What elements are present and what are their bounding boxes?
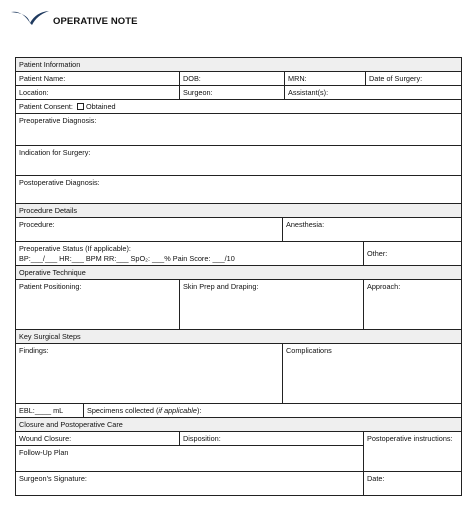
date-of-surgery-field[interactable]: Date of Surgery:	[366, 72, 461, 86]
section-procedure-details: Procedure Details	[16, 204, 461, 218]
procedure-field[interactable]: Procedure:	[16, 218, 283, 242]
disposition-field[interactable]: Disposition:	[180, 432, 364, 446]
operative-note-form	[15, 57, 462, 496]
indication-for-surgery-field[interactable]: Indication for Surgery:	[16, 146, 461, 176]
follow-up-plan-field[interactable]: Follow-Up Plan	[16, 446, 364, 472]
complications-field[interactable]: Complications	[283, 344, 461, 404]
section-operative-technique: Operative Technique	[16, 266, 461, 280]
mrn-field[interactable]: MRN:	[285, 72, 366, 86]
patient-positioning-field[interactable]: Patient Positioning:	[16, 280, 180, 330]
preoperative-status-field[interactable]: Preoperative Status (If applicable): BP:___/___ HR:___ BPM RR:___ SpO₂: ___% Pain Score: ___/10	[16, 242, 364, 266]
consent-option-label: Obtained	[85, 102, 116, 111]
approach-field[interactable]: Approach:	[364, 280, 461, 330]
date-field[interactable]: Date:	[367, 474, 385, 483]
section-patient-information: Patient Information	[16, 58, 461, 72]
swoosh-logo-icon	[10, 9, 50, 27]
other-field[interactable]: Other:	[364, 242, 461, 266]
postoperative-instructions-field[interactable]: Postoperative instructions:	[364, 432, 461, 472]
consent-checkbox[interactable]	[77, 103, 84, 110]
patient-name-field[interactable]: Patient Name:	[16, 72, 180, 86]
patient-consent-field: Patient Consent: Obtained	[16, 100, 461, 114]
section-key-surgical-steps: Key Surgical Steps	[16, 330, 461, 344]
document-header	[0, 0, 474, 48]
skin-prep-field[interactable]: Skin Prep and Draping:	[180, 280, 364, 330]
findings-field[interactable]: Findings:	[16, 344, 283, 404]
surgeon-signature-field[interactable]: Surgeon's Signature:	[16, 472, 364, 495]
dob-field[interactable]: DOB:	[180, 72, 285, 86]
surgeon-field[interactable]: Surgeon:	[180, 86, 285, 100]
preoperative-diagnosis-field[interactable]: Preoperative Diagnosis:	[16, 114, 461, 146]
document-title: OPERATIVE NOTE	[53, 16, 138, 27]
postoperative-diagnosis-field[interactable]: Postoperative Diagnosis:	[16, 176, 461, 204]
assistants-field[interactable]: Assistant(s):	[285, 86, 461, 100]
location-field[interactable]: Location:	[16, 86, 180, 100]
specimens-collected-field[interactable]: Specimens collected (if applicable):	[84, 404, 461, 418]
wound-closure-field[interactable]: Wound Closure:	[16, 432, 180, 446]
anesthesia-field[interactable]: Anesthesia:	[283, 218, 461, 242]
vitals-line: BP:___/___ HR:___ BPM RR:___ SpO₂: ___% Pain Score: ___/10	[19, 254, 235, 263]
ebl-field[interactable]: EBL:____ mL	[16, 404, 84, 418]
section-closure-postoperative-care: Closure and Postoperative Care	[16, 418, 461, 432]
